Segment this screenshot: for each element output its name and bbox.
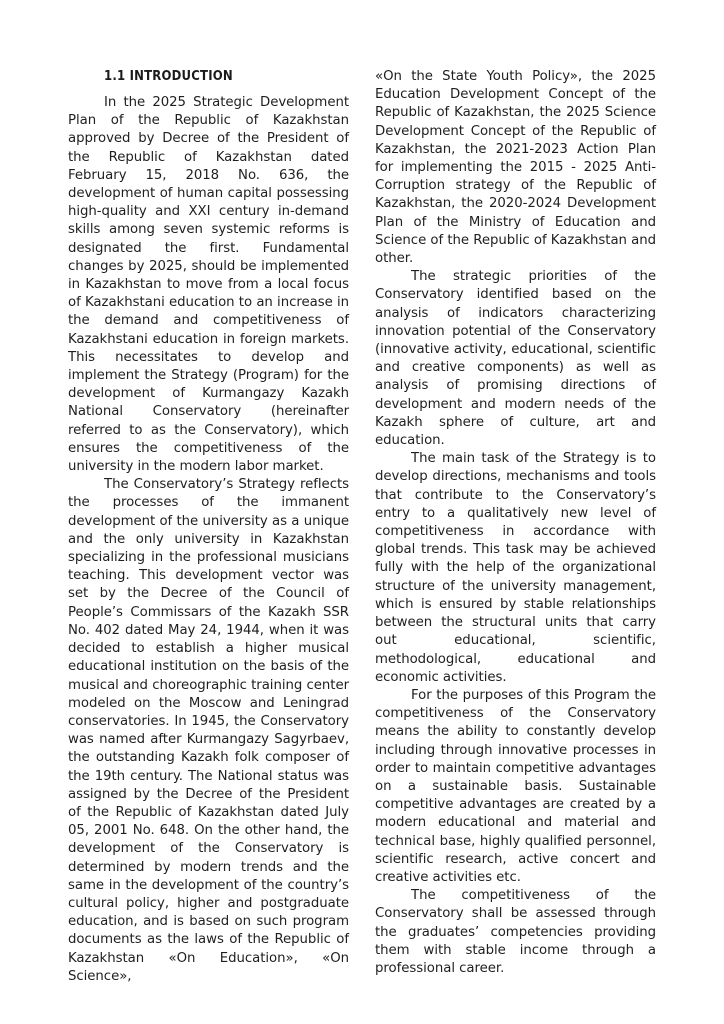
paragraph: The strategic priorities of the Conservatory identified based on the analysis of indicators characterizing innovation potential of the Conservatory (innovative activity, educational, scientific and creative components) as well as analysis of promising directions of development and modern needs of the Kazakh sphere of culture, art and education.	[375, 269, 656, 449]
section-heading: 1.1 INTRODUCTION	[104, 69, 233, 84]
paragraph: In the 2025 Strategic Development Plan of the Republic of Kazakhstan approved by Decree of the President of the Republic of Kazakhstan dated February 15, 2018 No. 636, the development of human capital possessing high-quality and XXI century in-demand skills among seven systemic reforms is designated the first. Fundamental changes by 2025, should be implemented in Kazakhstan to move from a local focus of Kazakhstani education to an increase in the demand and competitiveness of Kazakhstani education in foreign markets. This necessitates to develop and implement the Strategy (Program) for the development of Kurmangazy Kazakh National Conservatory (hereinafter referred to as the Conservatory), which ensures the competitiveness of the university in the modern labor market.	[68, 95, 349, 475]
left-column	[68, 68, 349, 986]
paragraph: The main task of the Strategy is to develop directions, mechanisms and tools that contribute to the Conservatory’s entry to a qualitatively new level of competitiveness in accordance with global trends. This task may be achieved fully with the help of the organizational structure of the university management, which is ensured by stable relationships between the structural units that carry out educational, scientific, methodological, educational and economic activities.	[375, 451, 656, 685]
right-column	[375, 68, 656, 978]
paragraph: The Conservatory’s Strategy reflects the processes of the immanent development of the university as a unique and the only university in Kazakhstan specializing in the professional musicians teaching. This development vector was set by the Decree of the Council of People’s Commissars of the Kazakh SSR No. 402 dated May 24, 1944, when it was decided to establish a higher musical educational institution on the basis of the musical and choreographic training center modeled on the Moscow and Leningrad conservatories. In 1945, the Conservatory was named after Kurmangazy Sagyrbaev, the outstanding Kazakh folk composer of the 19th century. The National status was assigned by the Decree of the President of the Republic of Kazakhstan dated July 05, 2001 No. 648. On the other hand, the development of the Conservatory is determined by modern trends and the same in the development of the country’s cultural policy, higher and postgraduate education, and is based on such program documents as the laws of the Republic of Kazakhstan «On Education», «On Science»,	[68, 477, 349, 984]
paragraph: The competitiveness of the Conservatory shall be assessed through the graduates’ competencies providing them with stable income through a professional career.	[375, 888, 656, 976]
paragraph: For the purposes of this Program the competitiveness of the Conservatory means the ability to constantly develop including through innovative processes in order to maintain competitive advantages on a sustainable basis. Sustainable competitive advantages are created by a modern educational and material and technical base, highly qualified personnel, scientific research, active concert and creative activities etc.	[375, 687, 656, 885]
paragraph: «On the State Youth Policy», the 2025 Education Development Concept of the Republic of Kazakhstan, the 2025 Science Development Concept of the Republic of Kazakhstan, the 2021-2023 Action Plan for implementing the 2015 - 2025 Anti-Corruption strategy of the Republic of Kazakhstan, the 2020-2024 Development Plan of the Ministry of Education and Science of the Republic of Kazakhstan and other.	[375, 69, 656, 267]
